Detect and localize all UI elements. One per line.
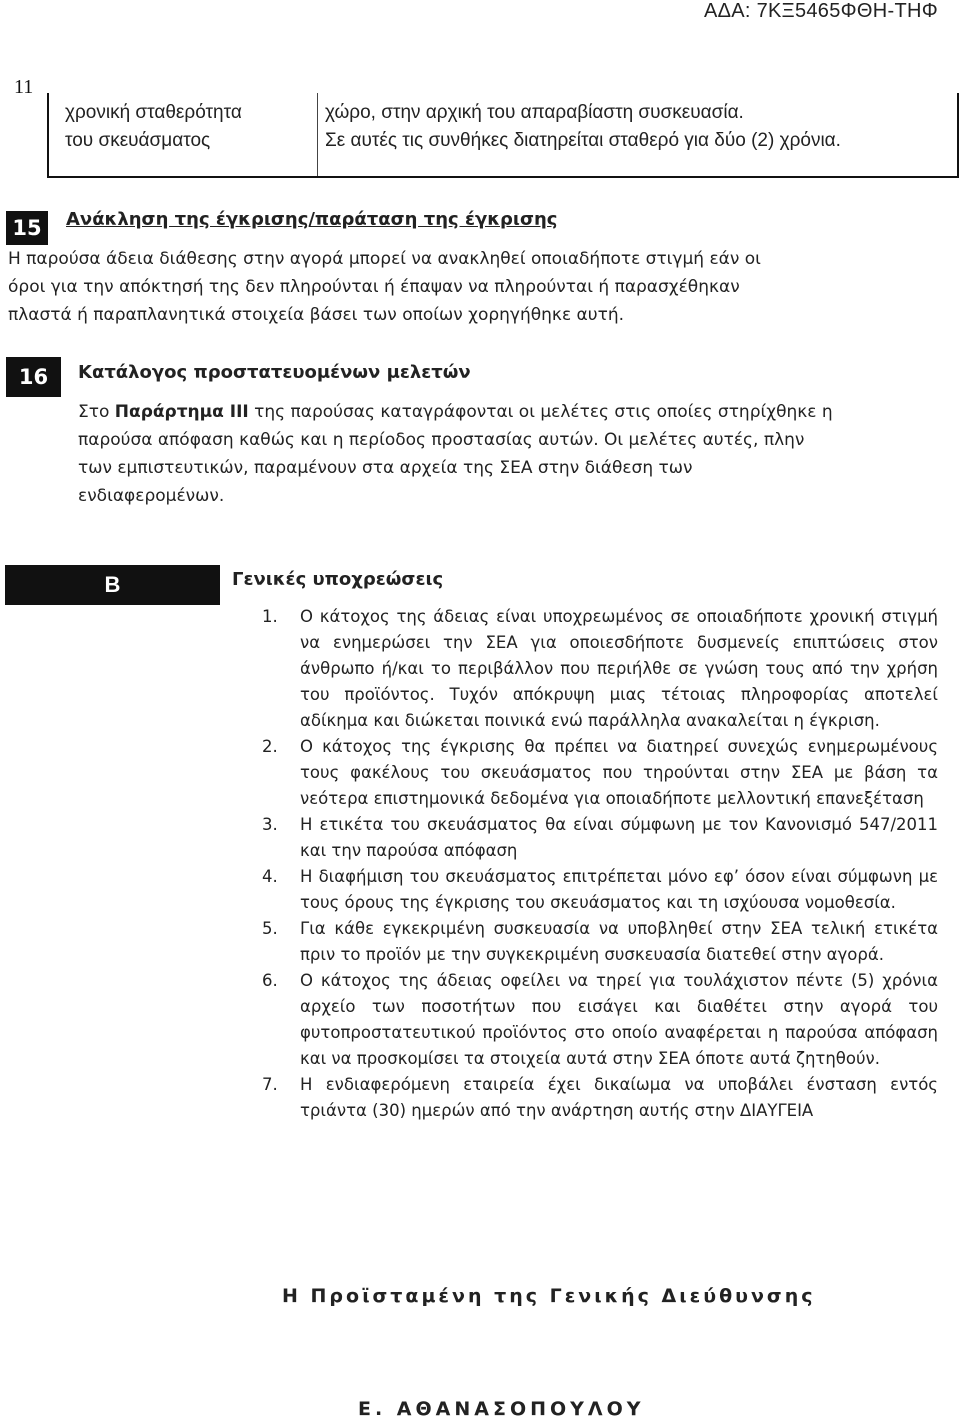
obligation-text: Για κάθε εγκεκριμένη συσκευασία να υποβληθεί στην ΣΕΑ τελική ετικέτα πριν το προϊόν με την συγκεκριμένη συσκευασία διατεθεί στην αγορά.	[300, 919, 938, 964]
obligation-number: 5.	[262, 919, 278, 938]
stability-table	[47, 93, 959, 178]
obligation-item	[262, 1072, 938, 1124]
stability-value	[325, 99, 945, 155]
section-16-body	[78, 398, 948, 510]
section-16-line1	[78, 398, 948, 426]
obligation-text: Η ετικέτα του σκευάσματος θα είναι σύμφωνη με τον Κανονισμό 547/2011 και την παρούσα απόφαση	[300, 815, 938, 860]
stability-value-line1: χώρο, στην αρχική του απαραβίαστη συσκευασία.	[325, 102, 744, 123]
obligation-text: Η διαφήμιση του σκευάσματος επιτρέπεται μόνο εφ’ όσον είναι σύμφωνη με τους όρους της έγκρισης του σκευάσματος και τη ισχύουσα νομοθεσία.	[300, 867, 938, 912]
obligation-item	[262, 916, 938, 968]
section-16-line1-pre: Στο	[78, 402, 115, 422]
section-15-body	[8, 245, 948, 329]
section-16-number: 16	[6, 357, 61, 397]
obligation-text: Η ενδιαφερόμενη εταιρεία έχει δικαίωμα να υποβάλει ένσταση εντός τριάντα (30) ημερών από την ανάρτηση αυτής στην ΔΙΑΥΓΕΙΑ	[300, 1075, 938, 1120]
section-16-line3: των εμπιστευτικών, παραμένουν στα αρχεία της ΣΕΑ στην διάθεση των	[78, 458, 693, 478]
section-16-title: Κατάλογος προστατευομένων μελετών	[78, 362, 471, 383]
annex-iii-ref: Παράρτημα ΙΙΙ	[114, 402, 249, 422]
obligation-number: 2.	[262, 737, 278, 756]
stability-value-line2: Σε αυτές τις συνθήκες διατηρείται σταθερό για δύο (2) χρόνια.	[325, 130, 841, 151]
signature-title: Η Προϊσταμένη της Γενικής Διεύθυνσης	[282, 1285, 816, 1307]
obligation-number: 7.	[262, 1075, 278, 1094]
table-divider	[317, 93, 318, 176]
obligation-text: Ο κάτοχος της άδειας είναι υποχρεωμένος σε οποιαδήποτε χρονική στιγμή να ενημερώσει την ΣΕΑ για οποιεσδήποτε δυσμενείς επιπτώσεις στον άνθρωπο ή/και το περιβάλλον που περιήλθε σε γνώση τους από την χρήση του προϊόντος. Τυχόν απόκρυψη μιας τέτοιας πληροφορίας αποτελεί αδίκημα και διώκεται ποινικά ενώ παράλληλα ανακαλείται η έγκριση.	[300, 607, 938, 730]
section-16-line4: ενδιαφερομένων.	[78, 486, 225, 506]
obligation-item	[262, 604, 938, 734]
obligations-list	[262, 604, 938, 1124]
obligation-item	[262, 734, 938, 812]
page-number: 11	[14, 76, 34, 98]
section-15-title: Ανάκληση της έγκρισης/παράταση της έγκρισης	[66, 209, 558, 230]
obligation-number: 4.	[262, 867, 278, 886]
obligation-text: Ο κάτοχος της άδειας οφείλει να τηρεί για τουλάχιστον πέντε (5) χρόνια αρχείο των ποσοτήτων που εισάγει και διαθέτει στην αγορά του φυτοπροστατευτικού προϊόντος στο οποίο αναφέρεται η παρούσα απόφαση και να προσκομίσει τα στοιχεία αυτά στην ΣΕΑ όποτε αυτά ζητηθούν.	[300, 971, 938, 1068]
section-15-number: 15	[6, 211, 48, 245]
section-16-line1-post: της παρούσας καταγράφονται οι μελέτες στις οποίες στηρίχθηκε η	[248, 402, 833, 422]
obligation-number: 3.	[262, 815, 278, 834]
section-15-line3: πλαστά ή παραπλανητικά στοιχεία βάσει των οποίων χορηγήθηκε αυτή.	[8, 305, 624, 325]
section-b-title: Γενικές υποχρεώσεις	[232, 569, 444, 590]
obligation-item	[262, 864, 938, 916]
stability-label-line2: του σκευάσματος	[65, 130, 211, 151]
stability-label	[65, 99, 305, 155]
section-15-line2: όροι για την απόκτησή της δεν πληρούνται ή έπαψαν να πληρούνται ή παρασχέθηκαν	[8, 277, 740, 297]
obligation-text: Ο κάτοχος της έγκρισης θα πρέπει να διατηρεί συνεχώς ενημερωμένους τους φακέλους του σκευάσματος που τηρούνται στην ΣΕΑ με βάση τα νεότερα επιστημονικά δεδομένα για οποιαδήποτε μελλοντική επανεξέταση	[300, 737, 938, 808]
signature-name: Ε. ΑΘΑΝΑΣΟΠΟΥΛΟΥ	[358, 1398, 645, 1420]
section-b-label: Β	[5, 565, 220, 605]
ada-header: ΑΔΑ: 7ΚΞ5465ΦΘΗ-ΤΗΦ	[703, 0, 938, 22]
stability-label-line1: χρονική σταθερότητα	[65, 102, 242, 123]
obligation-item	[262, 812, 938, 864]
section-16-line2: παρούσα απόφαση καθώς και η περίοδος προστασίας αυτών. Οι μελέτες αυτές, πλην	[78, 430, 805, 450]
obligation-number: 6.	[262, 971, 278, 990]
obligation-number: 1.	[262, 607, 278, 626]
obligation-item	[262, 968, 938, 1072]
section-15-line1: Η παρούσα άδεια διάθεσης στην αγορά μπορεί να ανακληθεί οποιαδήποτε στιγμή εάν οι	[8, 249, 761, 269]
